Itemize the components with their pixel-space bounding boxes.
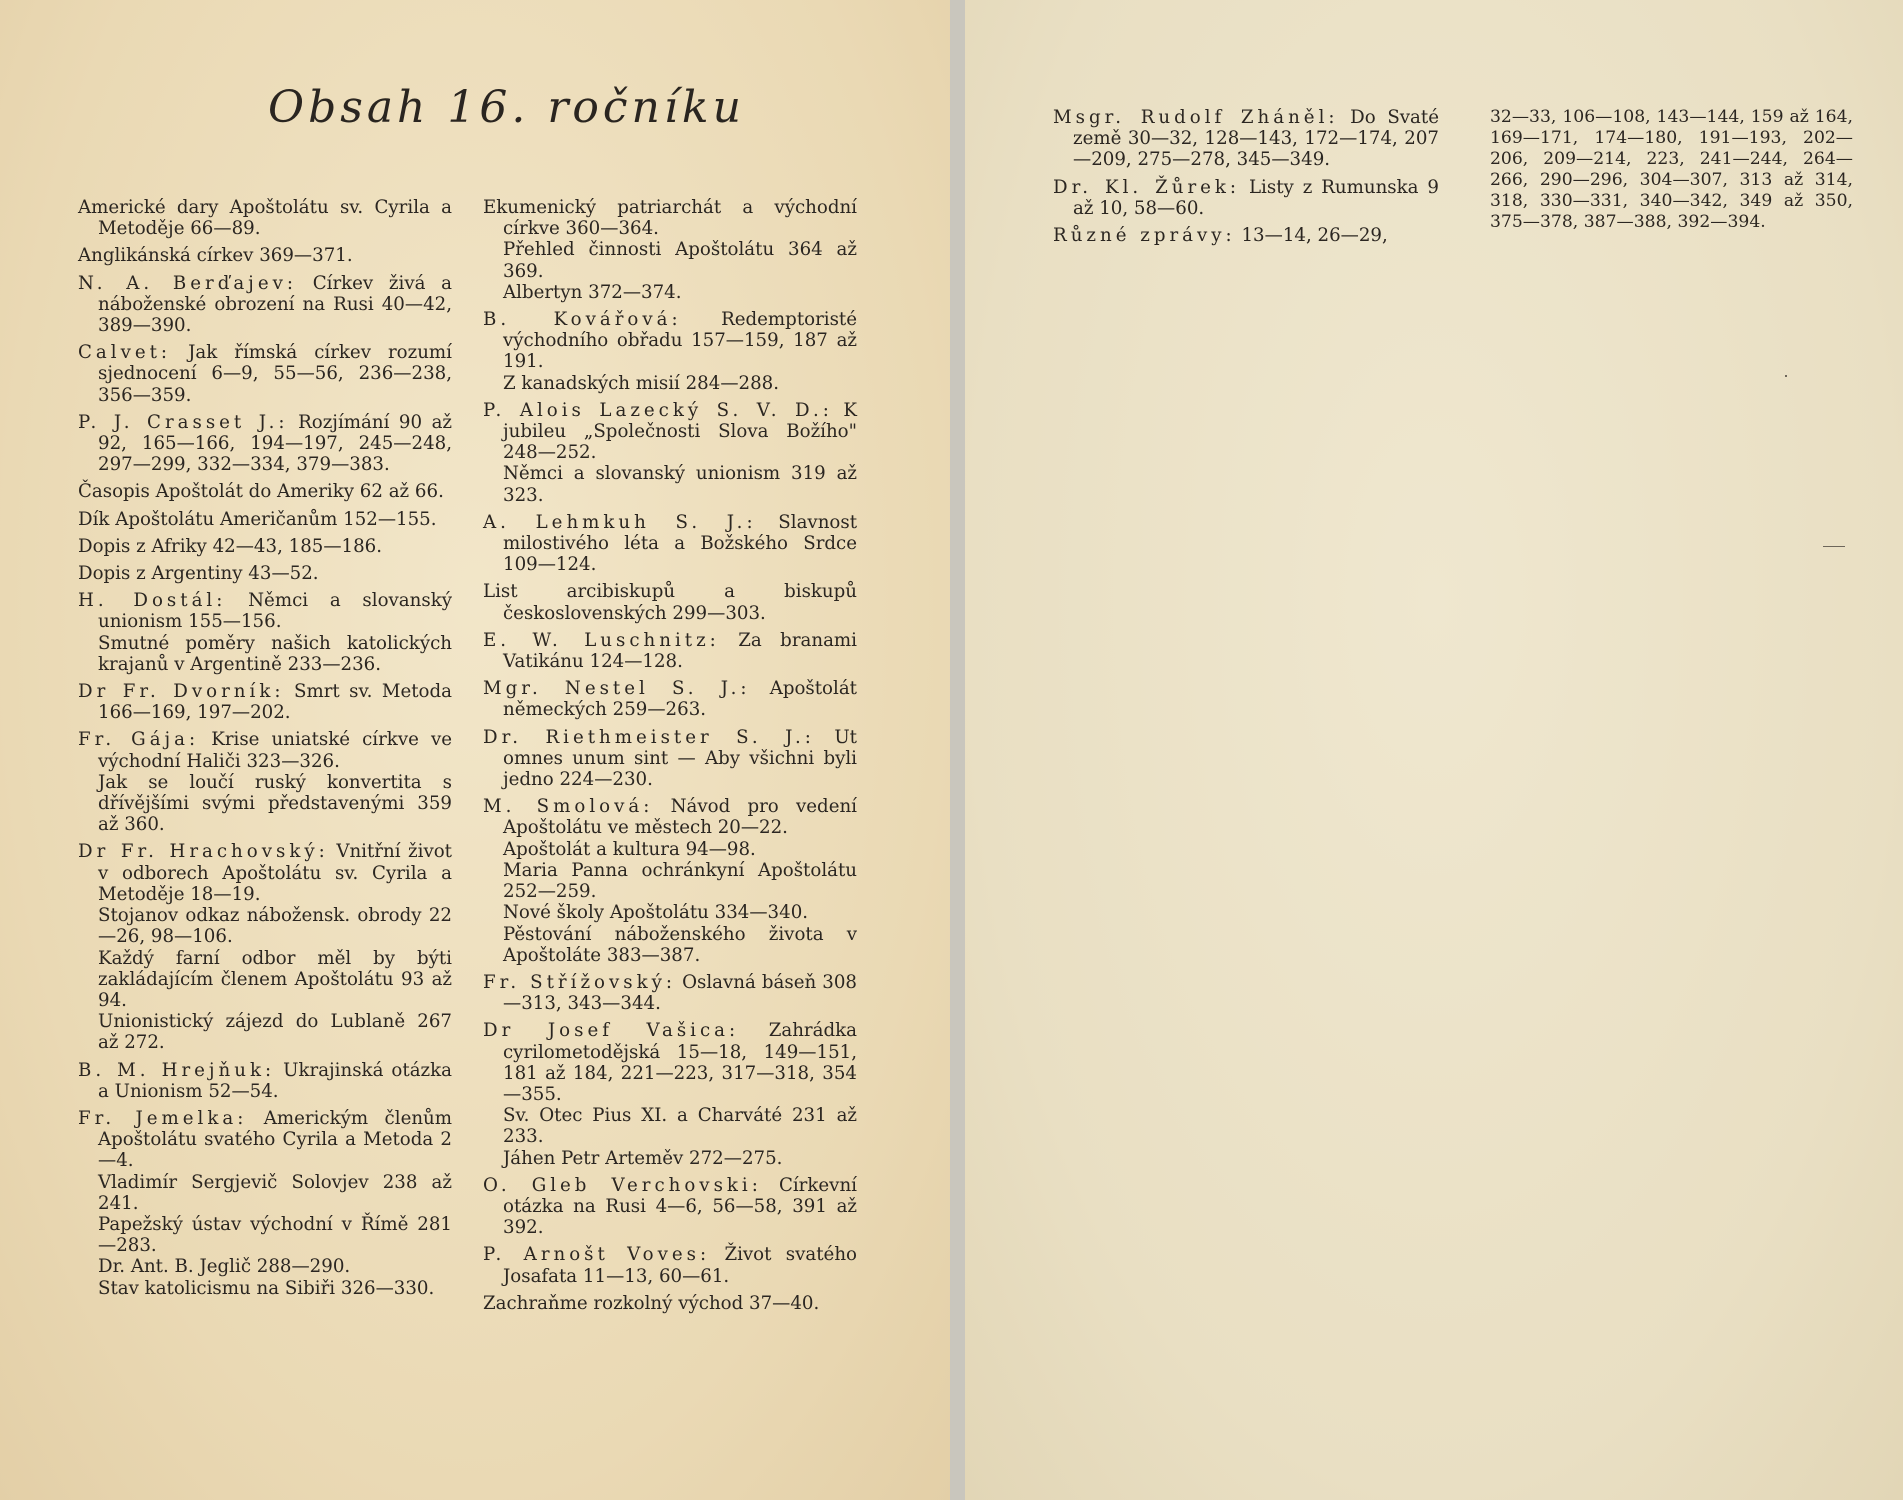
paper-mark bbox=[1823, 546, 1845, 547]
index-entry bbox=[483, 727, 857, 791]
entry-author: Calvet: bbox=[78, 342, 172, 364]
entry-subitem: Každý farní odbor měl by býti zakládajícím členem Apoštolátu 93 až 94. bbox=[98, 947, 452, 1011]
index-entry bbox=[78, 841, 452, 1053]
entry-text: Dopis z Afriky 42—43, 185—186. bbox=[78, 535, 383, 557]
entry-author: Dr Fr. Dvorník: bbox=[78, 681, 285, 703]
index-entry bbox=[78, 681, 452, 723]
entry-author: B. M. Hrejňuk: bbox=[78, 1059, 276, 1081]
index-entry bbox=[1053, 177, 1439, 219]
entry-subitem: Stojanov odkaz nábožensk. obrody 22—26, 98—106. bbox=[98, 905, 452, 948]
entry-text: Jak římská církev rozumí sjednocení 6—9, 55—56, 236—238, 356—359. bbox=[98, 342, 452, 406]
entry-subitem: Jak se loučí ruský konvertita s dřívějšími svými představenými 359 až 360. bbox=[98, 771, 452, 836]
entry-author: O. Gleb Verchovski: bbox=[483, 1174, 762, 1196]
index-entry bbox=[483, 1020, 857, 1168]
entry-subitem: Stav katolicismu na Sibiři 326—330. bbox=[98, 1277, 435, 1299]
index-column-4 bbox=[1490, 107, 1853, 233]
index-entry bbox=[78, 590, 452, 675]
entry-text: Časopis Apoštolát do Ameriky 62 až 66. bbox=[78, 481, 444, 503]
index-entry bbox=[78, 342, 452, 406]
entry-text: Americké dary Apoštolátu sv. Cyrila a Metoděje 66—89. bbox=[78, 197, 452, 240]
entry-subitem: Pěstování náboženského života v Apoštoláte 383—387. bbox=[503, 923, 857, 966]
entry-text: List arcibiskupů a biskupů československých 299—303. bbox=[483, 581, 857, 624]
index-entry bbox=[483, 1175, 857, 1239]
entry-author: N. A. Berďajev: bbox=[78, 272, 297, 294]
entry-author: P. Arnošt Voves: bbox=[483, 1244, 711, 1266]
index-entry bbox=[78, 1108, 452, 1299]
entry-text: Do Svaté země 30—32, 128—143, 172—174, 207—209, 275—278, 345—349. bbox=[1073, 107, 1439, 171]
entry-text: Slavnost milostivého léta a Božského Srdce 109—124. bbox=[503, 511, 857, 576]
entry-text: Dík Apoštolátu Američanům 152—155. bbox=[78, 508, 437, 530]
entry-text: 13—14, 26—29, bbox=[1241, 225, 1388, 247]
entry-text: Návod pro vedení Apoštolátu ve městech 20—22. bbox=[503, 796, 857, 839]
entry-subitem: Přehled činnosti Apoštolátu 364 až 369. bbox=[503, 239, 857, 282]
entry-text: Apoštolát německých 259—263. bbox=[503, 678, 857, 721]
entry-text: K jubileu „Společnosti Slova Božího" 248—252. bbox=[503, 399, 857, 464]
index-entry bbox=[78, 273, 452, 337]
paper-speck bbox=[1785, 375, 1787, 377]
entry-author: Fr. Jemelka: bbox=[78, 1107, 248, 1129]
entry-text: Oslavná báseň 308—313, 343—344. bbox=[503, 971, 857, 1015]
entry-author: Dr. Riethmeister S. J.: bbox=[483, 726, 815, 748]
entry-subitem: Smutné poměry našich katolických krajanů v Argentině 233—236. bbox=[98, 632, 452, 675]
index-entry bbox=[78, 1060, 452, 1102]
index-column-2 bbox=[483, 197, 857, 1320]
index-entry bbox=[78, 412, 452, 476]
entry-text: Ekumenický patriarchát a východní církve 360—364. bbox=[483, 197, 857, 240]
entry-continuation: 32—33, 106—108, 143—144, 159 až 164, 169—171, 174—180, 191—193, 202—206, 209—214, 223, 241—244, 264—266, 290—296, 304—307, 313 až 314, 318, 330—331, 340—342, 349 až 350, 375—378, 387—388, 392—394. bbox=[1490, 107, 1853, 232]
index-column-1 bbox=[78, 197, 452, 1305]
entry-author: Msgr. Rudolf Zháněl: bbox=[1053, 107, 1339, 128]
entry-author: Dr Josef Vašica: bbox=[483, 1020, 740, 1042]
entry-text: Vnitřní život v odborech Apoštolátu sv. Cyrila a Metoděje 18—19. bbox=[98, 841, 452, 905]
entry-text: Anglikánská církev 369—371. bbox=[78, 245, 353, 267]
entry-text: Listy z Rumunska 9 až 10, 58—60. bbox=[1073, 176, 1439, 219]
index-entry bbox=[78, 509, 452, 530]
index-entry bbox=[483, 1244, 857, 1286]
entry-text: Církev živá a náboženské obrození na Rusi 40—42, 389—390. bbox=[98, 272, 452, 337]
entry-subitem: Z kanadských misií 284—288. bbox=[503, 372, 780, 394]
entry-text: Ut omnes unum sint — Aby všichni byli jedno 224—230. bbox=[503, 726, 857, 791]
index-column-3 bbox=[1053, 107, 1439, 252]
index-entry bbox=[78, 563, 452, 584]
entry-text: Redemptoristé východního obřadu 157—159, 187 až 191. bbox=[503, 309, 857, 373]
entry-author: P. Alois Lazecký S. V. D.: bbox=[483, 399, 833, 421]
entry-text: Zachraňme rozkolný východ 37—40. bbox=[483, 1292, 820, 1314]
entry-subitem: Němci a slovanský unionism 319 až 323. bbox=[503, 463, 857, 506]
page-gutter bbox=[950, 0, 965, 1500]
entry-text: Krise uniatské církve ve východní Haliči 323—326. bbox=[98, 729, 452, 772]
index-entry bbox=[483, 197, 857, 303]
entry-subitem: Sv. Otec Pius XI. a Charváté 231 až 233. bbox=[503, 1105, 857, 1148]
entry-text: Život svatého Josafata 11—13, 60—61. bbox=[503, 1244, 857, 1287]
index-entry bbox=[78, 197, 452, 239]
index-entry bbox=[483, 630, 857, 672]
index-entry bbox=[483, 972, 857, 1014]
entry-subitem: Jáhen Petr Arteměv 272—275. bbox=[503, 1147, 783, 1169]
index-entry bbox=[78, 245, 452, 266]
entry-subitem: Nové školy Apoštolátu 334—340. bbox=[503, 902, 809, 924]
entry-author: Fr. Střížovský: bbox=[483, 971, 677, 993]
entry-author: P. J. Crasset J.: bbox=[78, 411, 289, 433]
entry-author: E. W. Luschnitz: bbox=[483, 629, 720, 651]
index-entry bbox=[78, 481, 452, 502]
entry-author: M. Smolová: bbox=[483, 796, 654, 818]
entry-subitem: Unionistický zájezd do Lublaně 267 až 272. bbox=[98, 1011, 452, 1054]
entry-text: Smrt sv. Metoda 166—169, 197—202. bbox=[98, 681, 452, 724]
index-entry bbox=[483, 400, 857, 506]
entry-subitem: Dr. Ant. B. Jeglič 288—290. bbox=[98, 1256, 351, 1278]
index-entry bbox=[483, 1293, 857, 1314]
entry-author: H. Dostál: bbox=[78, 590, 227, 612]
index-entry bbox=[483, 581, 857, 623]
index-entry bbox=[1053, 225, 1439, 246]
entry-text: Zahrádka cyrilometodějská 15—18, 149—151, 181 až 184, 221—223, 317—318, 354—355. bbox=[503, 1020, 857, 1105]
entry-text: Rozjímání 90 až 92, 165—166, 194—197, 245—248, 297—299, 332—334, 379—383. bbox=[98, 411, 452, 476]
page-title: Obsah 16. ročníku bbox=[268, 82, 745, 133]
entry-text: Za branami Vatikánu 124—128. bbox=[503, 629, 857, 673]
index-entry bbox=[483, 796, 857, 966]
index-entry bbox=[1053, 107, 1439, 171]
left-page bbox=[0, 0, 950, 1500]
index-entry bbox=[78, 536, 452, 557]
entry-subitem: Maria Panna ochránkyní Apoštolátu 252—259. bbox=[503, 859, 857, 903]
entry-subitem: Apoštolát a kultura 94—98. bbox=[503, 838, 756, 860]
entry-author: A. Lehmkuh S. J.: bbox=[483, 511, 757, 533]
entry-author: B. Kovářová: bbox=[483, 309, 682, 331]
entry-text: Dopis z Argentiny 43—52. bbox=[78, 563, 319, 585]
entry-text: Církevní otázka na Rusi 4—6, 56—58, 391 až 392. bbox=[503, 1174, 857, 1239]
entry-text: Němci a slovanský unionism 155—156. bbox=[98, 590, 452, 633]
entry-subitem: Vladimír Sergjevič Solovjev 238 až 241. bbox=[98, 1171, 452, 1214]
entry-author: Různé zprávy: bbox=[1053, 225, 1236, 247]
entry-author: Mgr. Nestel S. J.: bbox=[483, 678, 751, 700]
entry-author: Fr. Gája: bbox=[78, 729, 200, 751]
entry-text: Ukrajinská otázka a Unionism 52—54. bbox=[98, 1059, 452, 1102]
index-entry bbox=[483, 678, 857, 720]
index-entry bbox=[78, 729, 452, 835]
entry-subitem: Papežský ústav východní v Římě 281—283. bbox=[98, 1213, 452, 1257]
entry-author: Dr Fr. Hrachovský: bbox=[78, 841, 329, 863]
index-entry bbox=[483, 512, 857, 576]
entry-subitem: Albertyn 372—374. bbox=[503, 281, 682, 303]
entry-text: Americkým členům Apoštolátu svatého Cyrila a Metoda 2—4. bbox=[98, 1107, 452, 1172]
entry-author: Dr. Kl. Žůrek: bbox=[1053, 176, 1241, 198]
index-entry bbox=[483, 309, 857, 394]
